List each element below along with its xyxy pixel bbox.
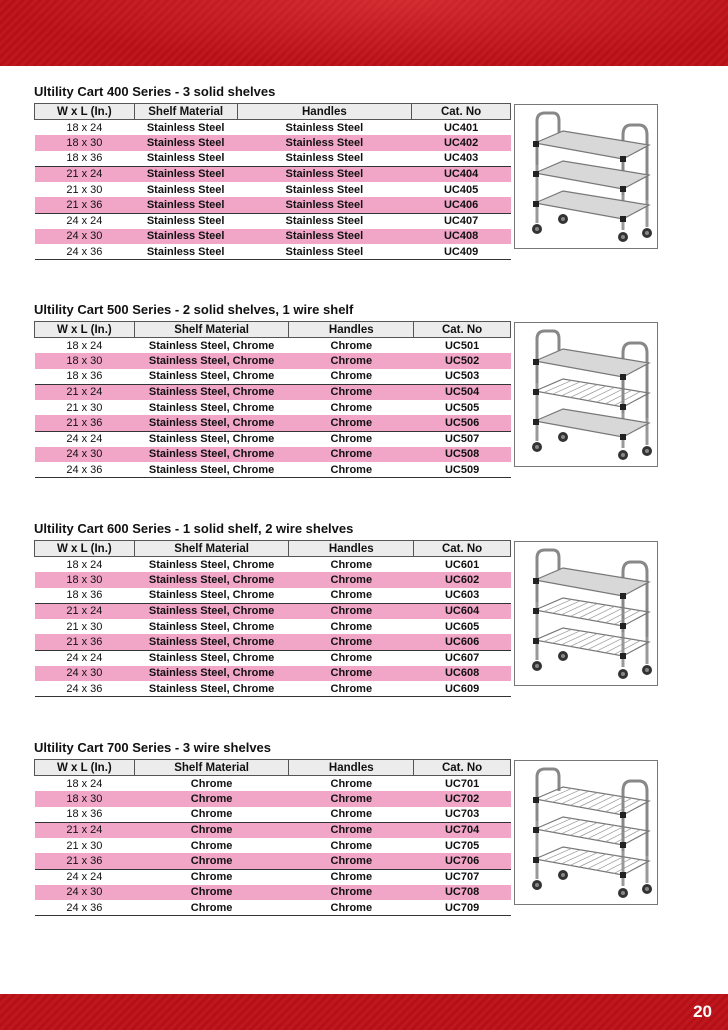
shelf-material-cell: Chrome	[190, 777, 233, 790]
table-row	[35, 431, 511, 447]
handles-cell: Stainless Steel	[237, 135, 412, 151]
column-header: Shelf Material	[134, 541, 289, 557]
size-cell: 24 x 30	[35, 666, 135, 682]
column-header: Handles	[237, 104, 412, 120]
table-row	[35, 869, 511, 885]
product-photo	[514, 541, 658, 686]
shelf-material-cell: Stainless Steel, Chrome	[134, 447, 289, 463]
utility-cart-illustration	[515, 105, 657, 248]
shelf-material-cell: Stainless Steel, Chrome	[134, 681, 289, 697]
catalog-number-cell: UC701	[444, 777, 480, 790]
catalog-number-cell: UC407	[412, 213, 511, 229]
catalog-number-cell: UC604	[414, 603, 511, 619]
handles-cell: Chrome	[289, 650, 414, 666]
section-title: Ultility Cart 600 Series - 1 solid shelf, 2 wire shelves	[34, 521, 354, 536]
column-header: Handles	[289, 322, 414, 338]
handles-cell: Stainless Steel	[285, 121, 364, 134]
table-row	[35, 822, 511, 838]
solid-shelf	[535, 349, 649, 377]
shelf-material-cell: Chrome	[134, 885, 289, 901]
table-row	[35, 166, 511, 182]
catalog-number-cell: UC601	[444, 558, 480, 571]
table-row	[35, 666, 511, 682]
shelf-material-cell: Stainless Steel, Chrome	[134, 384, 289, 400]
catalog-number-cell: UC504	[414, 384, 511, 400]
table-row	[35, 776, 511, 792]
table-row	[35, 135, 511, 151]
shelf-material-cell: Stainless Steel, Chrome	[134, 462, 289, 478]
bottom-banner	[0, 994, 728, 1030]
size-cell: 21 x 36	[35, 853, 135, 869]
section-title: Ultility Cart 700 Series - 3 wire shelves	[34, 740, 272, 755]
table-row	[35, 213, 511, 229]
table-row	[35, 681, 511, 697]
table-row	[35, 447, 511, 463]
top-banner	[0, 0, 728, 66]
handles-cell: Chrome	[289, 447, 414, 463]
catalog-number-cell: UC609	[414, 681, 511, 697]
catalog-number-cell: UC406	[412, 197, 511, 213]
size-cell: 18 x 24	[66, 558, 103, 571]
catalog-number-cell: UC508	[414, 447, 511, 463]
catalog-number-cell: UC709	[414, 900, 511, 916]
shelf-material-cell: Stainless Steel, Chrome	[134, 431, 289, 447]
table-row	[35, 462, 511, 478]
size-cell: 21 x 30	[66, 183, 103, 196]
handles-cell: Stainless Steel	[285, 183, 364, 196]
table-row	[35, 197, 511, 213]
size-cell: 21 x 24	[35, 166, 135, 182]
table-row	[35, 557, 511, 573]
catalog-number-cell: UC708	[414, 885, 511, 901]
table-row	[35, 229, 511, 245]
table-row	[35, 603, 511, 619]
handles-cell: Stainless Steel	[237, 166, 412, 182]
table-row	[35, 151, 511, 167]
size-cell: 18 x 24	[66, 339, 103, 352]
catalog-number-cell: UC503	[444, 370, 480, 383]
handles-cell: Stainless Steel	[237, 244, 412, 260]
handles-cell: Chrome	[289, 869, 414, 885]
catalog-number-cell: UC409	[412, 244, 511, 260]
handles-cell: Chrome	[330, 589, 373, 602]
spec-table	[34, 103, 511, 260]
size-cell: 18 x 24	[66, 121, 103, 134]
handles-cell: Chrome	[289, 666, 414, 682]
shelf-material-cell: Stainless Steel	[146, 152, 225, 165]
table-row	[35, 791, 511, 807]
handles-cell: Chrome	[289, 384, 414, 400]
table-row	[35, 853, 511, 869]
table-row	[35, 807, 511, 823]
table-row	[35, 353, 511, 369]
shelf-material-cell: Stainless Steel, Chrome	[134, 603, 289, 619]
spec-table	[34, 759, 511, 916]
handles-cell: Chrome	[289, 681, 414, 697]
catalog-number-cell: UC507	[414, 431, 511, 447]
shelf-material-cell: Stainless Steel, Chrome	[134, 666, 289, 682]
column-header: Shelf Material	[134, 104, 237, 120]
size-cell: 21 x 24	[35, 384, 135, 400]
column-header: Shelf Material	[134, 322, 289, 338]
column-header: Cat. No	[414, 322, 511, 338]
catalog-number-cell: UC408	[412, 229, 511, 245]
catalog-number-cell: UC605	[444, 620, 480, 633]
table-row	[35, 900, 511, 916]
size-cell: 24 x 36	[35, 681, 135, 697]
handles-cell: Chrome	[289, 853, 414, 869]
product-photo	[514, 104, 658, 249]
shelf-material-cell: Chrome	[134, 822, 289, 838]
column-header: Handles	[289, 541, 414, 557]
table-row	[35, 244, 511, 260]
handles-cell: Chrome	[289, 415, 414, 431]
catalog-number-cell: UC607	[414, 650, 511, 666]
catalog-number-cell: UC606	[414, 634, 511, 650]
handles-cell: Chrome	[289, 431, 414, 447]
size-cell: 24 x 24	[35, 213, 135, 229]
shelf-material-cell: Stainless Steel	[134, 197, 237, 213]
handles-cell: Chrome	[289, 462, 414, 478]
shelf-material-cell: Chrome	[190, 839, 233, 852]
table-row	[35, 182, 511, 198]
catalog-number-cell: UC405	[443, 183, 479, 196]
handles-cell: Chrome	[289, 900, 414, 916]
size-cell: 24 x 24	[35, 650, 135, 666]
solid-shelf	[535, 161, 649, 189]
size-cell: 18 x 36	[66, 589, 103, 602]
shelf-material-cell: Stainless Steel, Chrome	[134, 353, 289, 369]
table-row	[35, 885, 511, 901]
size-cell: 21 x 30	[66, 620, 103, 633]
shelf-material-cell: Stainless Steel	[146, 121, 225, 134]
handles-cell: Chrome	[289, 634, 414, 650]
catalog-number-cell: UC401	[443, 121, 479, 134]
size-cell: 18 x 36	[66, 808, 103, 821]
shelf-material-cell: Stainless Steel, Chrome	[148, 620, 275, 633]
shelf-material-cell: Chrome	[190, 808, 233, 821]
catalog-number-cell: UC404	[412, 166, 511, 182]
size-cell: 21 x 36	[35, 197, 135, 213]
table-row	[35, 369, 511, 385]
size-cell: 24 x 36	[35, 900, 135, 916]
size-cell: 18 x 36	[66, 370, 103, 383]
shelf-material-cell: Chrome	[134, 853, 289, 869]
shelf-material-cell: Chrome	[134, 791, 289, 807]
catalog-number-cell: UC403	[443, 152, 479, 165]
catalog-number-cell: UC707	[414, 869, 511, 885]
column-header: Cat. No	[414, 760, 511, 776]
column-header: W x L (In.)	[35, 760, 135, 776]
handles-cell: Chrome	[330, 370, 373, 383]
column-header: W x L (In.)	[35, 322, 135, 338]
handles-cell: Chrome	[330, 339, 373, 352]
size-cell: 21 x 36	[35, 415, 135, 431]
shelf-material-cell: Stainless Steel, Chrome	[134, 650, 289, 666]
shelf-material-cell: Stainless Steel, Chrome	[148, 589, 275, 602]
table-row	[35, 619, 511, 635]
handles-cell: Chrome	[330, 558, 373, 571]
catalog-number-cell: UC704	[414, 822, 511, 838]
table-row	[35, 120, 511, 136]
shelf-material-cell: Stainless Steel, Chrome	[134, 572, 289, 588]
handles-cell: Chrome	[289, 572, 414, 588]
shelf-material-cell: Stainless Steel	[134, 229, 237, 245]
utility-cart-illustration	[515, 761, 657, 904]
solid-shelf	[535, 409, 649, 437]
handles-cell: Chrome	[330, 777, 373, 790]
table-header-row	[35, 541, 511, 557]
handles-cell: Stainless Steel	[237, 213, 412, 229]
catalog-number-cell: UC603	[444, 589, 480, 602]
spec-table	[34, 540, 511, 697]
handles-cell: Chrome	[289, 822, 414, 838]
handles-cell: Chrome	[289, 603, 414, 619]
size-cell: 21 x 30	[66, 401, 103, 414]
column-header: W x L (In.)	[35, 541, 135, 557]
spec-table	[34, 321, 511, 478]
catalog-number-cell: UC602	[414, 572, 511, 588]
catalog-number-cell: UC505	[444, 401, 480, 414]
shelf-material-cell: Stainless Steel	[146, 183, 225, 196]
handles-cell: Stainless Steel	[237, 229, 412, 245]
table-header-row	[35, 760, 511, 776]
size-cell: 18 x 30	[35, 135, 135, 151]
catalog-number-cell: UC502	[414, 353, 511, 369]
table-row	[35, 650, 511, 666]
catalog-number-cell: UC702	[414, 791, 511, 807]
size-cell: 21 x 24	[35, 603, 135, 619]
shelf-material-cell: Stainless Steel	[134, 244, 237, 260]
handles-cell: Chrome	[289, 353, 414, 369]
table-row	[35, 572, 511, 588]
size-cell: 24 x 30	[35, 447, 135, 463]
section-title: Ultility Cart 500 Series - 2 solid shelves, 1 wire shelf	[34, 302, 354, 317]
catalog-number-cell: UC706	[414, 853, 511, 869]
column-header: Cat. No	[414, 541, 511, 557]
shelf-material-cell: Stainless Steel, Chrome	[148, 339, 275, 352]
page-number: 20	[693, 1002, 712, 1021]
handles-cell: Chrome	[330, 839, 373, 852]
column-header: Shelf Material	[134, 760, 289, 776]
shelf-material-cell: Chrome	[134, 869, 289, 885]
size-cell: 18 x 30	[35, 791, 135, 807]
table-row	[35, 400, 511, 416]
catalog-number-cell: UC703	[444, 808, 480, 821]
size-cell: 18 x 36	[66, 152, 103, 165]
table-row	[35, 634, 511, 650]
table-row	[35, 415, 511, 431]
shelf-material-cell: Stainless Steel, Chrome	[134, 634, 289, 650]
size-cell: 21 x 24	[35, 822, 135, 838]
product-photo	[514, 760, 658, 905]
size-cell: 24 x 24	[35, 431, 135, 447]
table-header-row	[35, 104, 511, 120]
size-cell: 21 x 36	[35, 634, 135, 650]
table-row	[35, 838, 511, 854]
table-row	[35, 588, 511, 604]
catalog-number-cell: UC402	[412, 135, 511, 151]
utility-cart-illustration	[515, 323, 657, 466]
size-cell: 24 x 36	[35, 462, 135, 478]
catalog-number-cell: UC608	[414, 666, 511, 682]
handles-cell: Chrome	[330, 401, 373, 414]
handles-cell: Chrome	[289, 791, 414, 807]
handles-cell: Chrome	[330, 808, 373, 821]
handles-cell: Chrome	[289, 885, 414, 901]
size-cell: 21 x 30	[66, 839, 103, 852]
size-cell: 18 x 30	[35, 353, 135, 369]
solid-shelf	[535, 191, 649, 219]
shelf-material-cell: Stainless Steel	[134, 135, 237, 151]
size-cell: 18 x 24	[66, 777, 103, 790]
shelf-material-cell: Stainless Steel, Chrome	[148, 558, 275, 571]
handles-cell: Stainless Steel	[285, 152, 364, 165]
catalog-number-cell: UC705	[444, 839, 480, 852]
shelf-material-cell: Chrome	[134, 900, 289, 916]
column-header: Handles	[289, 760, 414, 776]
size-cell: 24 x 30	[35, 229, 135, 245]
solid-shelf	[535, 131, 649, 159]
column-header: W x L (In.)	[35, 104, 135, 120]
size-cell: 24 x 30	[35, 885, 135, 901]
table-header-row	[35, 322, 511, 338]
shelf-material-cell: Stainless Steel	[134, 213, 237, 229]
catalog-number-cell: UC501	[444, 339, 480, 352]
catalog-number-cell: UC509	[414, 462, 511, 478]
shelf-material-cell: Stainless Steel	[134, 166, 237, 182]
shelf-material-cell: Stainless Steel, Chrome	[148, 370, 275, 383]
handles-cell: Chrome	[330, 620, 373, 633]
column-header: Cat. No	[412, 104, 511, 120]
utility-cart-illustration	[515, 542, 657, 685]
shelf-material-cell: Stainless Steel, Chrome	[134, 415, 289, 431]
section-title: Ultility Cart 400 Series - 3 solid shelves	[34, 84, 276, 99]
handles-cell: Stainless Steel	[237, 197, 412, 213]
shelf-material-cell: Stainless Steel, Chrome	[148, 401, 275, 414]
size-cell: 24 x 36	[35, 244, 135, 260]
solid-shelf	[535, 568, 649, 596]
catalog-number-cell: UC506	[414, 415, 511, 431]
table-row	[35, 384, 511, 400]
size-cell: 18 x 30	[35, 572, 135, 588]
product-photo	[514, 322, 658, 467]
size-cell: 24 x 24	[35, 869, 135, 885]
table-row	[35, 338, 511, 354]
